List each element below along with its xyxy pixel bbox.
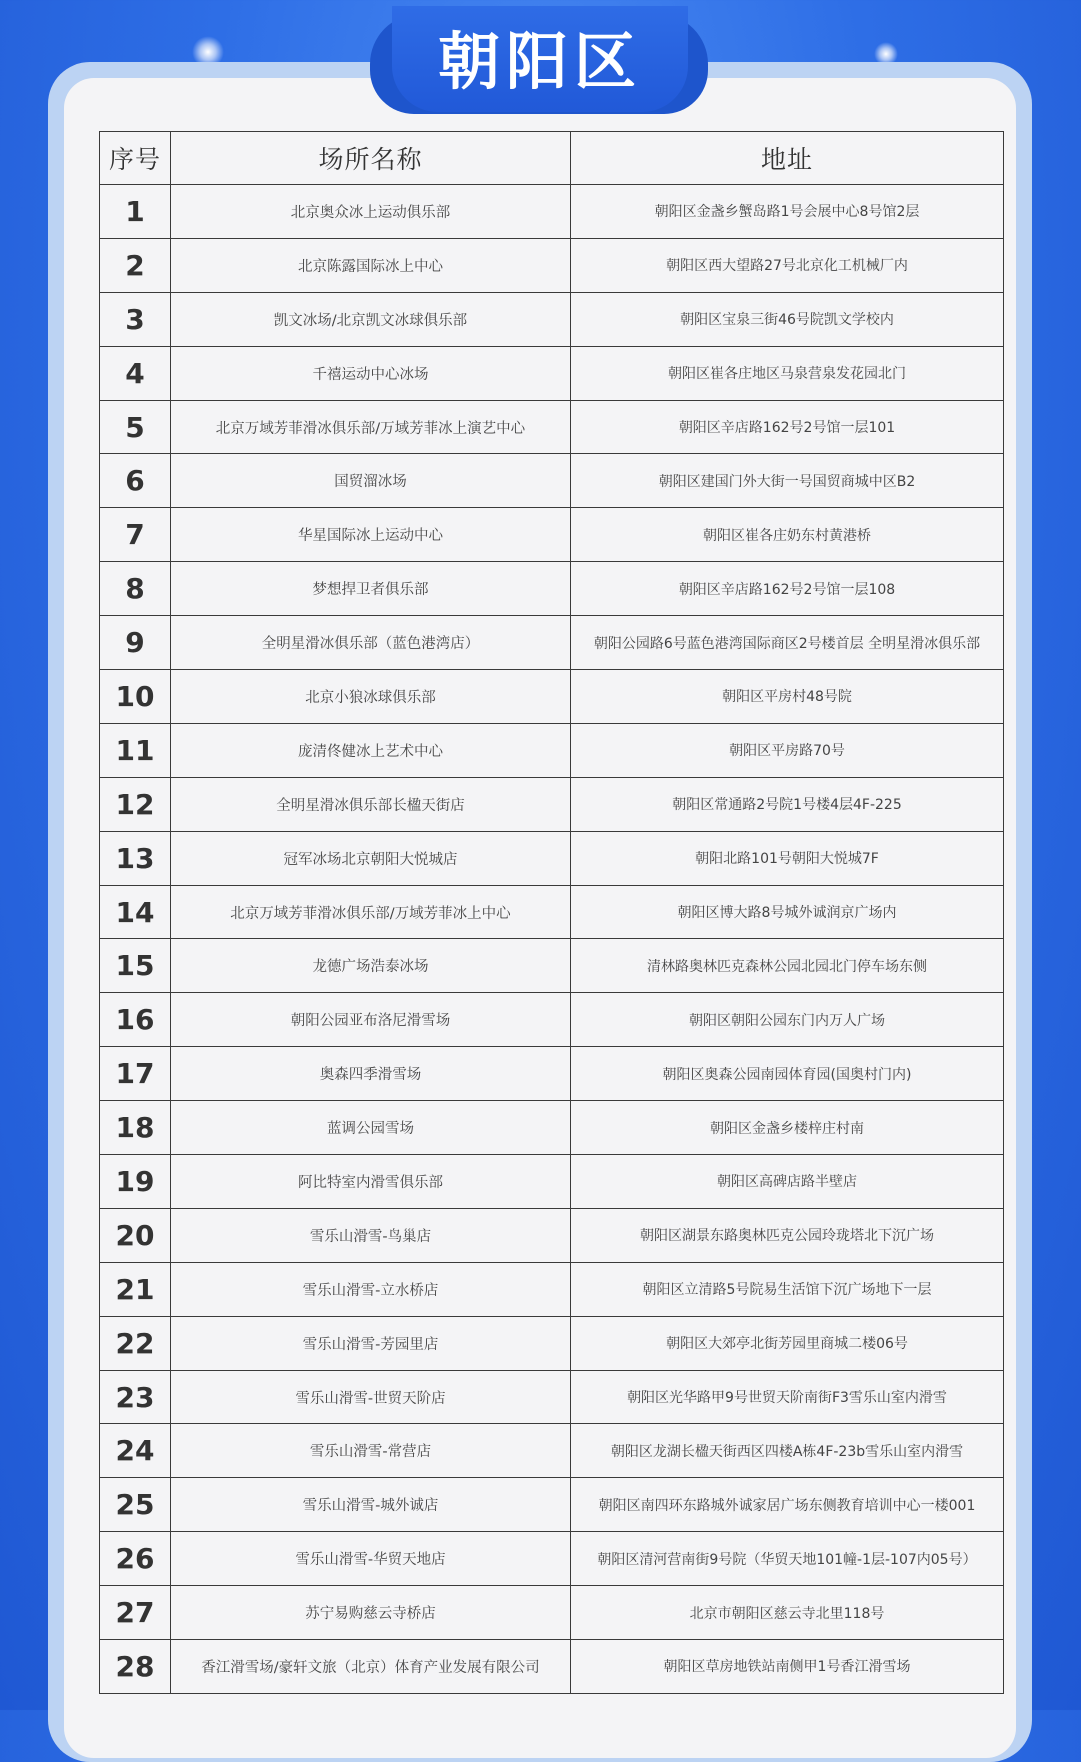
table-row <box>100 1586 1004 1640</box>
table-row <box>100 1370 1004 1424</box>
venue-name: 蓝调公园雪场 <box>171 1101 571 1155</box>
venue-name: 北京陈露国际冰上中心 <box>171 238 571 292</box>
row-number: 6 <box>100 454 171 508</box>
row-number: 28 <box>100 1640 171 1694</box>
row-number: 25 <box>100 1478 171 1532</box>
row-number: 18 <box>100 1101 171 1155</box>
row-number: 15 <box>100 939 171 993</box>
table-row <box>100 1316 1004 1370</box>
venue-address: 朝阳区建国门外大街一号国贸商城中区B2 <box>571 454 1004 508</box>
table-row <box>100 993 1004 1047</box>
venue-name: 雪乐山滑雪-世贸天阶店 <box>171 1370 571 1424</box>
venue-address: 朝阳区光华路甲9号世贸天阶南街F3雪乐山室内滑雪 <box>571 1370 1004 1424</box>
table-row <box>100 400 1004 454</box>
venue-address: 朝阳区金盏乡楼梓庄村南 <box>571 1101 1004 1155</box>
venue-name: 北京奥众冰上运动俱乐部 <box>171 185 571 239</box>
venue-name: 梦想捍卫者俱乐部 <box>171 562 571 616</box>
table-row <box>100 238 1004 292</box>
venue-name: 龙德广场浩泰冰场 <box>171 939 571 993</box>
venue-name: 雪乐山滑雪-鸟巢店 <box>171 1208 571 1262</box>
venue-address: 朝阳区清河营南街9号院（华贸天地101幢-1层-107内05号） <box>571 1532 1004 1586</box>
table-header-row <box>100 132 1004 185</box>
row-number: 23 <box>100 1370 171 1424</box>
row-number: 20 <box>100 1208 171 1262</box>
venue-address: 朝阳区高碑店路半壁店 <box>571 1155 1004 1209</box>
row-number: 10 <box>100 670 171 724</box>
table-row <box>100 1047 1004 1101</box>
row-number: 5 <box>100 400 171 454</box>
table-row <box>100 1640 1004 1694</box>
row-number: 24 <box>100 1424 171 1478</box>
row-number: 21 <box>100 1262 171 1316</box>
venue-address: 朝阳区朝阳公园东门内万人广场 <box>571 993 1004 1047</box>
row-number: 11 <box>100 723 171 777</box>
venue-address: 北京市朝阳区慈云寺北里118号 <box>571 1586 1004 1640</box>
venue-name: 奥森四季滑雪场 <box>171 1047 571 1101</box>
venue-name: 国贸溜冰场 <box>171 454 571 508</box>
venue-name: 冠军冰场北京朝阳大悦城店 <box>171 831 571 885</box>
table-row <box>100 885 1004 939</box>
row-number: 8 <box>100 562 171 616</box>
venue-name: 阿比特室内滑雪俱乐部 <box>171 1155 571 1209</box>
row-number: 12 <box>100 777 171 831</box>
table-body <box>100 185 1004 1694</box>
venue-table <box>99 131 1004 1694</box>
venue-name: 北京万域芳菲滑冰俱乐部/万域芳菲冰上中心 <box>171 885 571 939</box>
row-number: 27 <box>100 1586 171 1640</box>
table-row <box>100 562 1004 616</box>
column-header-address: 地址 <box>571 132 1004 185</box>
column-header-number: 序号 <box>100 132 171 185</box>
venue-name: 北京小狼冰球俱乐部 <box>171 670 571 724</box>
venue-name: 朝阳公园亚布洛尼滑雪场 <box>171 993 571 1047</box>
row-number: 16 <box>100 993 171 1047</box>
column-header-venue-name: 场所名称 <box>171 132 571 185</box>
table-row <box>100 346 1004 400</box>
venue-name: 庞清佟健冰上艺术中心 <box>171 723 571 777</box>
venue-name: 苏宁易购慈云寺桥店 <box>171 1586 571 1640</box>
table-row <box>100 1478 1004 1532</box>
table-row <box>100 670 1004 724</box>
venue-address: 朝阳区崔各庄地区马泉营泉发花园北门 <box>571 346 1004 400</box>
venue-address: 朝阳区博大路8号城外诚润京广场内 <box>571 885 1004 939</box>
row-number: 9 <box>100 616 171 670</box>
venue-name: 全明星滑冰俱乐部（蓝色港湾店） <box>171 616 571 670</box>
row-number: 19 <box>100 1155 171 1209</box>
table-row <box>100 723 1004 777</box>
venue-name: 雪乐山滑雪-城外诚店 <box>171 1478 571 1532</box>
table-row <box>100 185 1004 239</box>
table-row <box>100 616 1004 670</box>
venue-address: 朝阳北路101号朝阳大悦城7F <box>571 831 1004 885</box>
venue-address: 朝阳公园路6号蓝色港湾国际商区2号楼首层 全明星滑冰俱乐部 <box>571 616 1004 670</box>
venue-address: 朝阳区平房村48号院 <box>571 670 1004 724</box>
row-number: 13 <box>100 831 171 885</box>
table-row <box>100 831 1004 885</box>
venue-address: 朝阳区西大望路27号北京化工机械厂内 <box>571 238 1004 292</box>
venue-address: 朝阳区龙湖长楹天街西区四楼A栋4F-23b雪乐山室内滑雪 <box>571 1424 1004 1478</box>
row-number: 2 <box>100 238 171 292</box>
venue-name: 雪乐山滑雪-芳园里店 <box>171 1316 571 1370</box>
venue-address: 朝阳区辛店路162号2号馆一层101 <box>571 400 1004 454</box>
row-number: 22 <box>100 1316 171 1370</box>
table-row <box>100 777 1004 831</box>
venue-address: 朝阳区草房地铁站南侧甲1号香江滑雪场 <box>571 1640 1004 1694</box>
row-number: 26 <box>100 1532 171 1586</box>
venue-name: 雪乐山滑雪-常营店 <box>171 1424 571 1478</box>
venue-address: 清林路奥林匹克森林公园北园北门停车场东侧 <box>571 939 1004 993</box>
venue-address: 朝阳区立清路5号院易生活馆下沉广场地下一层 <box>571 1262 1004 1316</box>
table-row <box>100 1424 1004 1478</box>
table-row <box>100 508 1004 562</box>
venue-address: 朝阳区崔各庄奶东村黄港桥 <box>571 508 1004 562</box>
row-number: 4 <box>100 346 171 400</box>
table-row <box>100 1262 1004 1316</box>
table-row <box>100 1155 1004 1209</box>
table-row <box>100 292 1004 346</box>
venue-name: 雪乐山滑雪-华贸天地店 <box>171 1532 571 1586</box>
venue-name: 全明星滑冰俱乐部长楹天街店 <box>171 777 571 831</box>
venue-name: 凯文冰场/北京凯文冰球俱乐部 <box>171 292 571 346</box>
row-number: 3 <box>100 292 171 346</box>
venue-address: 朝阳区常通路2号院1号楼4层4F-225 <box>571 777 1004 831</box>
venue-address: 朝阳区南四环东路城外诚家居广场东侧教育培训中心一楼001 <box>571 1478 1004 1532</box>
table-row <box>100 1208 1004 1262</box>
row-number: 7 <box>100 508 171 562</box>
venue-name: 千禧运动中心冰场 <box>171 346 571 400</box>
venue-address: 朝阳区辛店路162号2号馆一层108 <box>571 562 1004 616</box>
table-row <box>100 454 1004 508</box>
table-row <box>100 939 1004 993</box>
page-title: 朝阳区 <box>437 24 642 98</box>
venue-name: 北京万域芳菲滑冰俱乐部/万域芳菲冰上演艺中心 <box>171 400 571 454</box>
venue-address: 朝阳区金盏乡蟹岛路1号会展中心8号馆2层 <box>571 185 1004 239</box>
venue-name: 华星国际冰上运动中心 <box>171 508 571 562</box>
venue-address: 朝阳区宝泉三街46号院凯文学校内 <box>571 292 1004 346</box>
venue-name: 香江滑雪场/豪轩文旅（北京）体育产业发展有限公司 <box>171 1640 571 1694</box>
row-number: 14 <box>100 885 171 939</box>
venue-address: 朝阳区奥森公园南园体育园(国奥村门内) <box>571 1047 1004 1101</box>
table-row <box>100 1532 1004 1586</box>
venue-address: 朝阳区湖景东路奥林匹克公园玲珑塔北下沉广场 <box>571 1208 1004 1262</box>
table-row <box>100 1101 1004 1155</box>
venue-address: 朝阳区平房路70号 <box>571 723 1004 777</box>
row-number: 1 <box>100 185 171 239</box>
venue-name: 雪乐山滑雪-立水桥店 <box>171 1262 571 1316</box>
venue-address: 朝阳区大郊亭北街芳园里商城二楼06号 <box>571 1316 1004 1370</box>
row-number: 17 <box>100 1047 171 1101</box>
title-tab <box>392 6 688 112</box>
